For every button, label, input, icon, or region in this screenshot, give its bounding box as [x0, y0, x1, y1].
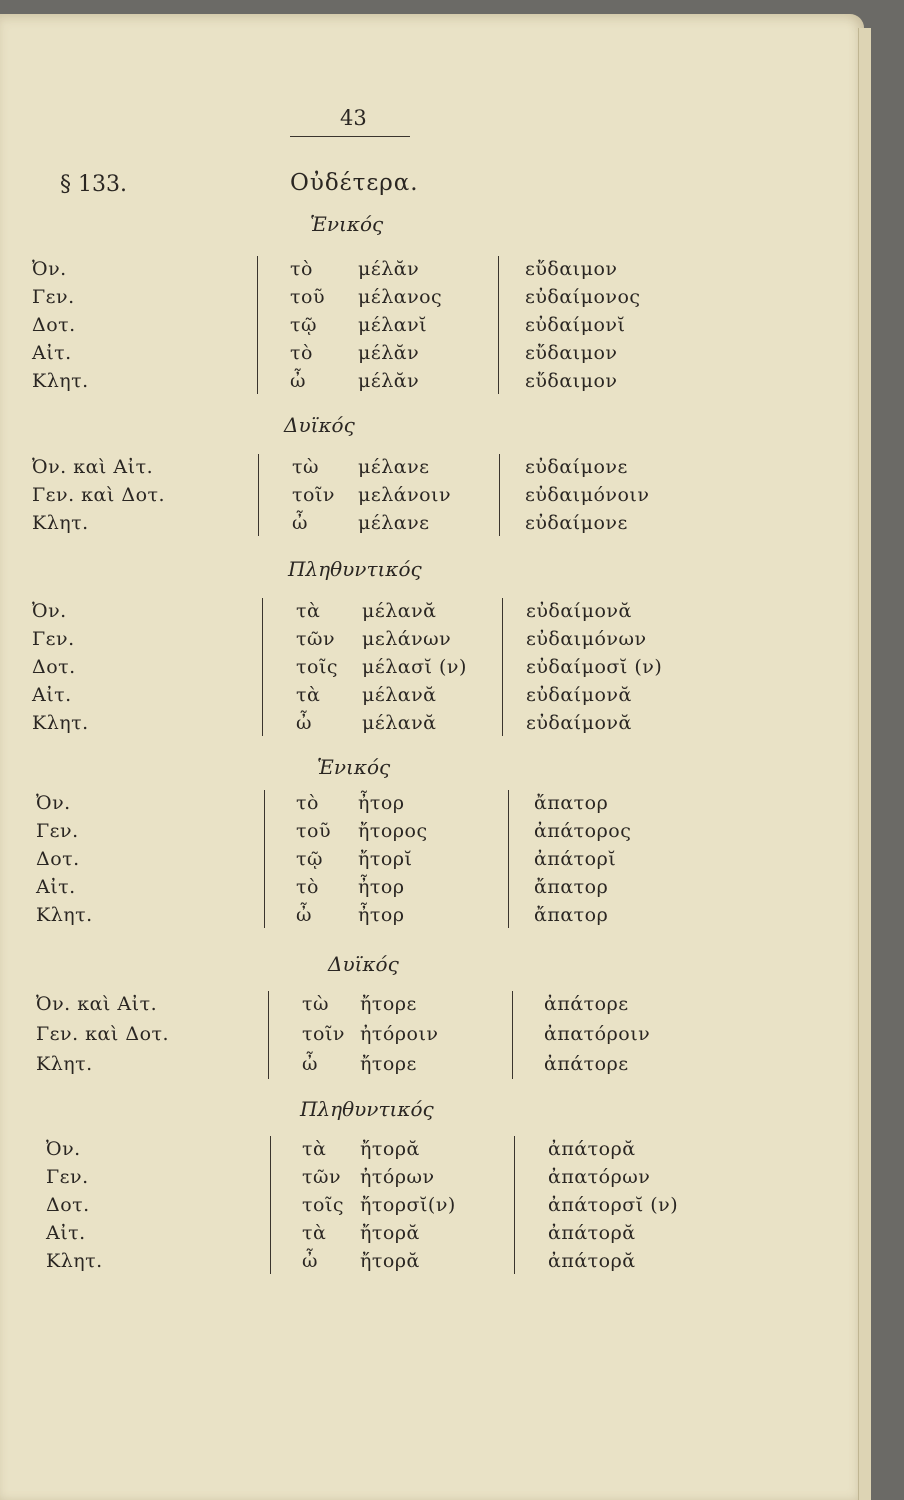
form-second: εὐδαίμονῐ	[525, 314, 626, 336]
form-second: ἀπάτορῐ	[534, 848, 617, 870]
form-first: ἤτορᾰ	[360, 1250, 420, 1272]
column-divider	[257, 256, 258, 394]
form-first: μέλανος	[358, 286, 443, 308]
case-label: Ὀν.	[46, 1138, 81, 1160]
case-label: Κλητ.	[46, 1250, 103, 1272]
form-second: εὐδαίμονᾰ	[526, 712, 632, 734]
article: τὰ	[296, 600, 321, 622]
case-label: Γεν. καὶ Δοτ.	[32, 484, 166, 506]
form-second: εὐδαίμονε	[525, 512, 628, 534]
article: τῷ	[290, 314, 318, 336]
form-second: ἄπατορ	[534, 904, 609, 926]
form-first: μέλᾰν	[358, 370, 420, 392]
article: τοῖν	[292, 484, 335, 506]
case-label: Κλητ.	[36, 1053, 93, 1075]
case-label: Κλητ.	[32, 512, 89, 534]
case-label: Ὀν. καὶ Αἰτ.	[32, 456, 154, 478]
form-second: ἀπάτορᾰ	[548, 1138, 636, 1160]
case-label: Κλητ.	[36, 904, 93, 926]
article: τοῖς	[302, 1194, 345, 1216]
case-label: Ὀν. καὶ Αἰτ.	[36, 993, 158, 1015]
article: τὸ	[296, 876, 319, 898]
form-second: ἄπατορ	[534, 876, 609, 898]
form-second: ἀπάτορε	[544, 1053, 629, 1075]
article: τοῦ	[296, 820, 332, 842]
case-label: Αἰτ.	[36, 876, 76, 898]
column-divider	[268, 991, 269, 1079]
case-label: Αἰτ.	[32, 342, 72, 364]
form-first: ἠτόροιν	[360, 1023, 439, 1045]
page-edge	[858, 28, 871, 1500]
form-first: ἤτορῐ	[358, 848, 413, 870]
number-heading: Δυϊκός	[328, 952, 399, 976]
column-divider	[512, 991, 513, 1079]
article: τοῖν	[302, 1023, 345, 1045]
form-first: ἤτορᾰ	[360, 1138, 420, 1160]
form-second: εὔδαιμον	[525, 258, 618, 280]
article: τὰ	[302, 1222, 327, 1244]
form-second: εὔδαιμον	[525, 342, 618, 364]
case-label: Ὀν.	[32, 600, 67, 622]
page-number: 43	[340, 106, 367, 130]
article: τὼ	[302, 993, 330, 1015]
case-label: Δοτ.	[32, 656, 76, 678]
form-first: ἠτόρων	[360, 1166, 435, 1188]
case-label: Δοτ.	[32, 314, 76, 336]
form-first: μέλανᾰ	[362, 684, 437, 706]
form-first: μέλανῐ	[358, 314, 428, 336]
form-second: ἀπάτορᾰ	[548, 1250, 636, 1272]
case-label: Δοτ.	[36, 848, 80, 870]
form-first: μέλασῐ (ν)	[362, 656, 467, 678]
article: τὸ	[290, 258, 313, 280]
column-divider	[508, 790, 509, 928]
number-heading: Πληθυντικός	[300, 1097, 434, 1121]
header-rule	[290, 136, 410, 137]
article: ὦ	[296, 904, 312, 926]
form-first: μέλανε	[358, 456, 430, 478]
case-label: Γεν.	[32, 628, 75, 650]
form-first: ἤτορε	[360, 993, 417, 1015]
form-first: ἦτορ	[358, 792, 405, 814]
article: τοῦ	[290, 286, 326, 308]
form-second: ἀπάτορσῐ (ν)	[548, 1194, 679, 1216]
case-label: Κλητ.	[32, 712, 89, 734]
column-divider	[258, 454, 259, 536]
form-second: ἀπατόροιν	[544, 1023, 651, 1045]
case-label: Αἰτ.	[32, 684, 72, 706]
article: τὸ	[296, 792, 319, 814]
form-first: μέλανᾰ	[362, 600, 437, 622]
form-first: μελάνοιν	[358, 484, 452, 506]
article: ὦ	[302, 1250, 318, 1272]
case-label: Γεν. καὶ Δοτ.	[36, 1023, 170, 1045]
article: τοῖς	[296, 656, 339, 678]
column-divider	[270, 1136, 271, 1274]
case-label: Ὀν.	[32, 258, 67, 280]
case-label: Δοτ.	[46, 1194, 90, 1216]
form-second: ἀπάτορος	[534, 820, 632, 842]
form-second: εὐδαίμονᾰ	[526, 600, 632, 622]
form-first: μέλανᾰ	[362, 712, 437, 734]
case-label: Ὀν.	[36, 792, 71, 814]
form-first: μέλανε	[358, 512, 430, 534]
form-second: εὐδαιμόνοιν	[525, 484, 650, 506]
form-second: εὐδαίμοσῐ (ν)	[526, 656, 663, 678]
case-label: Κλητ.	[32, 370, 89, 392]
form-first: ἦτορ	[358, 904, 405, 926]
form-first: ἦτορ	[358, 876, 405, 898]
number-heading: Δυϊκός	[284, 413, 355, 437]
form-second: ἀπατόρων	[548, 1166, 651, 1188]
article: ὦ	[290, 370, 306, 392]
number-heading: Ἑνικός	[317, 755, 391, 779]
case-label: Γεν.	[46, 1166, 89, 1188]
article: τῶν	[302, 1166, 342, 1188]
form-second: εὐδαίμονος	[525, 286, 641, 308]
column-divider	[499, 454, 500, 536]
form-second: ἀπάτορᾰ	[548, 1222, 636, 1244]
article: ὦ	[296, 712, 312, 734]
article: τῶν	[296, 628, 336, 650]
form-first: ἤτορος	[358, 820, 428, 842]
page-title: Οὐδέτερα.	[290, 170, 419, 196]
column-divider	[502, 598, 503, 736]
article: τὸ	[290, 342, 313, 364]
form-second: ἄπατορ	[534, 792, 609, 814]
article: τὰ	[302, 1138, 327, 1160]
form-first: μέλᾰν	[358, 342, 420, 364]
section-number: § 133.	[60, 172, 127, 197]
article: τὰ	[296, 684, 321, 706]
number-heading: Ἑνικός	[310, 212, 384, 236]
article: ὦ	[292, 512, 308, 534]
form-second: ἀπάτορε	[544, 993, 629, 1015]
form-first: μέλᾰν	[358, 258, 420, 280]
article: τὼ	[292, 456, 320, 478]
form-second: εὐδαίμονε	[525, 456, 628, 478]
form-second: εὐδαιμόνων	[526, 628, 647, 650]
form-first: μελάνων	[362, 628, 452, 650]
article: τῷ	[296, 848, 324, 870]
form-first: ἤτορσῐ(ν)	[360, 1194, 456, 1216]
column-divider	[498, 256, 499, 394]
case-label: Γεν.	[36, 820, 79, 842]
form-first: ἤτορε	[360, 1053, 417, 1075]
column-divider	[264, 790, 265, 928]
number-heading: Πληθυντικός	[288, 557, 422, 581]
form-second: εὐδαίμονᾰ	[526, 684, 632, 706]
article: ὦ	[302, 1053, 318, 1075]
case-label: Γεν.	[32, 286, 75, 308]
book-page	[0, 14, 864, 1500]
column-divider	[262, 598, 263, 736]
form-first: ἤτορᾰ	[360, 1222, 420, 1244]
case-label: Αἰτ.	[46, 1222, 86, 1244]
column-divider	[514, 1136, 515, 1274]
form-second: εὔδαιμον	[525, 370, 618, 392]
